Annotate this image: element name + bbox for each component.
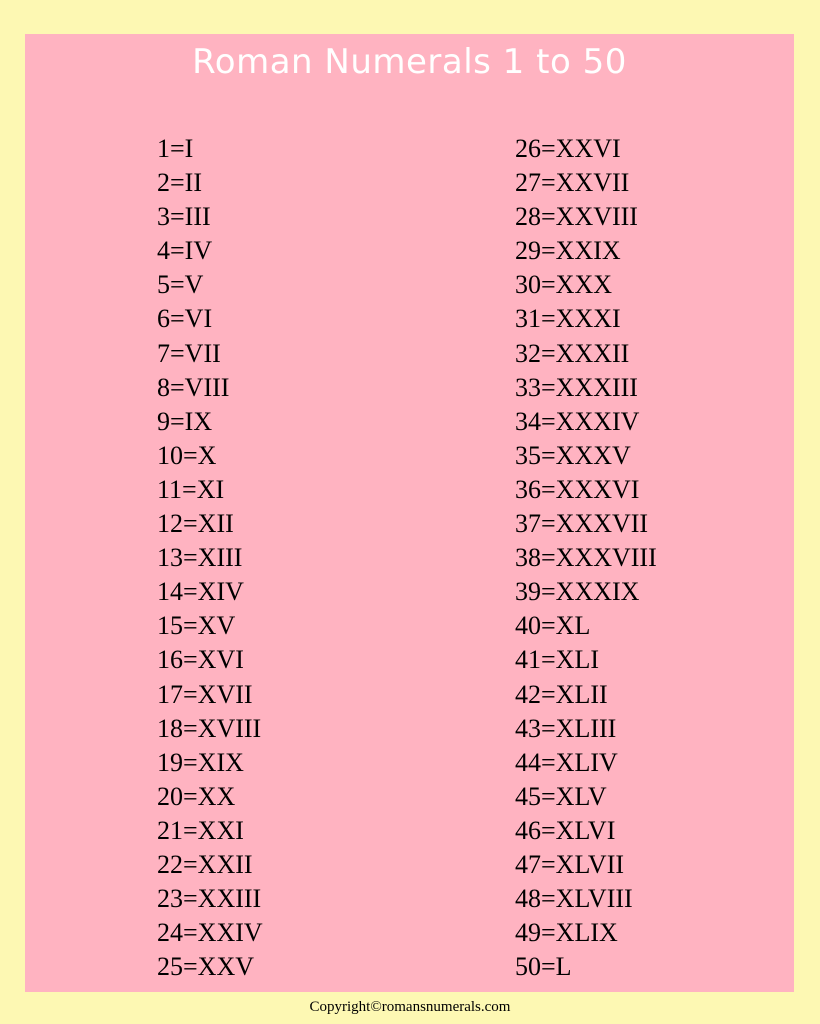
numeral-entry: 4=IV: [157, 236, 213, 266]
numeral-entry: 25=XXV: [157, 952, 254, 982]
numerals-column-left: [157, 132, 263, 984]
numeral-entry: 41=XLI: [515, 645, 599, 675]
numeral-entry: 9=IX: [157, 406, 213, 436]
numeral-entry: 28=XXVIII: [515, 202, 638, 232]
numeral-entry: 50=L: [515, 952, 572, 982]
numeral-entry: 39=XXXIX: [515, 577, 640, 607]
numeral-entry: 8=VIII: [157, 372, 230, 402]
page-title: Roman Numerals 1 to 50: [192, 42, 627, 82]
numeral-entry: 44=XLIV: [515, 747, 618, 777]
numeral-entry: 21=XXI: [157, 815, 244, 845]
numeral-entry: 2=II: [157, 168, 202, 198]
numeral-entry: 16=XVI: [157, 645, 244, 675]
numeral-entry: 20=XX: [157, 781, 236, 811]
numeral-entry: 46=XLVI: [515, 815, 616, 845]
numeral-entry: 24=XXIV: [157, 918, 263, 948]
numeral-entry: 27=XXVII: [515, 168, 630, 198]
numeral-entry: 23=XXIII: [157, 884, 262, 914]
numerals-panel: [25, 34, 794, 992]
numeral-entry: 31=XXXI: [515, 304, 621, 334]
numeral-entry: 38=XXXVIII: [515, 543, 657, 573]
numeral-entry: 14=XIV: [157, 577, 244, 607]
numeral-entry: 29=XXIX: [515, 236, 621, 266]
numeral-entry: 30=XXX: [515, 270, 612, 300]
numerals-column-right: [515, 132, 657, 984]
numeral-entry: 34=XXXIV: [515, 406, 640, 436]
numeral-entry: 40=XL: [515, 611, 591, 641]
numeral-entry: 3=III: [157, 202, 211, 232]
numeral-entry: 26=XXVI: [515, 134, 621, 163]
numeral-entry: 11=XI: [157, 474, 225, 504]
numeral-entry: 45=XLV: [515, 781, 607, 811]
copyright-footer: Copyright©romansnumerals.com: [309, 999, 511, 1015]
numeral-entry: 22=XXII: [157, 849, 253, 879]
numeral-entry: 18=XVIII: [157, 713, 262, 743]
numeral-entry: 7=VII: [157, 338, 221, 368]
numeral-entry: 35=XXXV: [515, 440, 631, 470]
numeral-entry: 42=XLII: [515, 679, 608, 709]
numeral-entry: 49=XLIX: [515, 918, 618, 948]
numeral-entry: 6=VI: [157, 304, 213, 334]
numeral-entry: 5=V: [157, 270, 204, 300]
numeral-entry: 36=XXXVI: [515, 474, 640, 504]
numeral-entry: 19=XIX: [157, 747, 244, 777]
numeral-entry: 43=XLIII: [515, 713, 617, 743]
numeral-entry: 13=XIII: [157, 543, 243, 573]
numeral-entry: 33=XXXIII: [515, 372, 638, 402]
numeral-entry: 32=XXXII: [515, 338, 630, 368]
numeral-entry: 17=XVII: [157, 679, 253, 709]
numeral-entry: 1=I: [157, 134, 194, 163]
numeral-entry: 15=XV: [157, 611, 236, 641]
numeral-entry: 47=XLVII: [515, 849, 625, 879]
numeral-entry: 10=X: [157, 440, 217, 470]
numeral-entry: 12=XII: [157, 509, 234, 539]
numeral-entry: 48=XLVIII: [515, 884, 633, 914]
numeral-entry: 37=XXXVII: [515, 509, 649, 539]
